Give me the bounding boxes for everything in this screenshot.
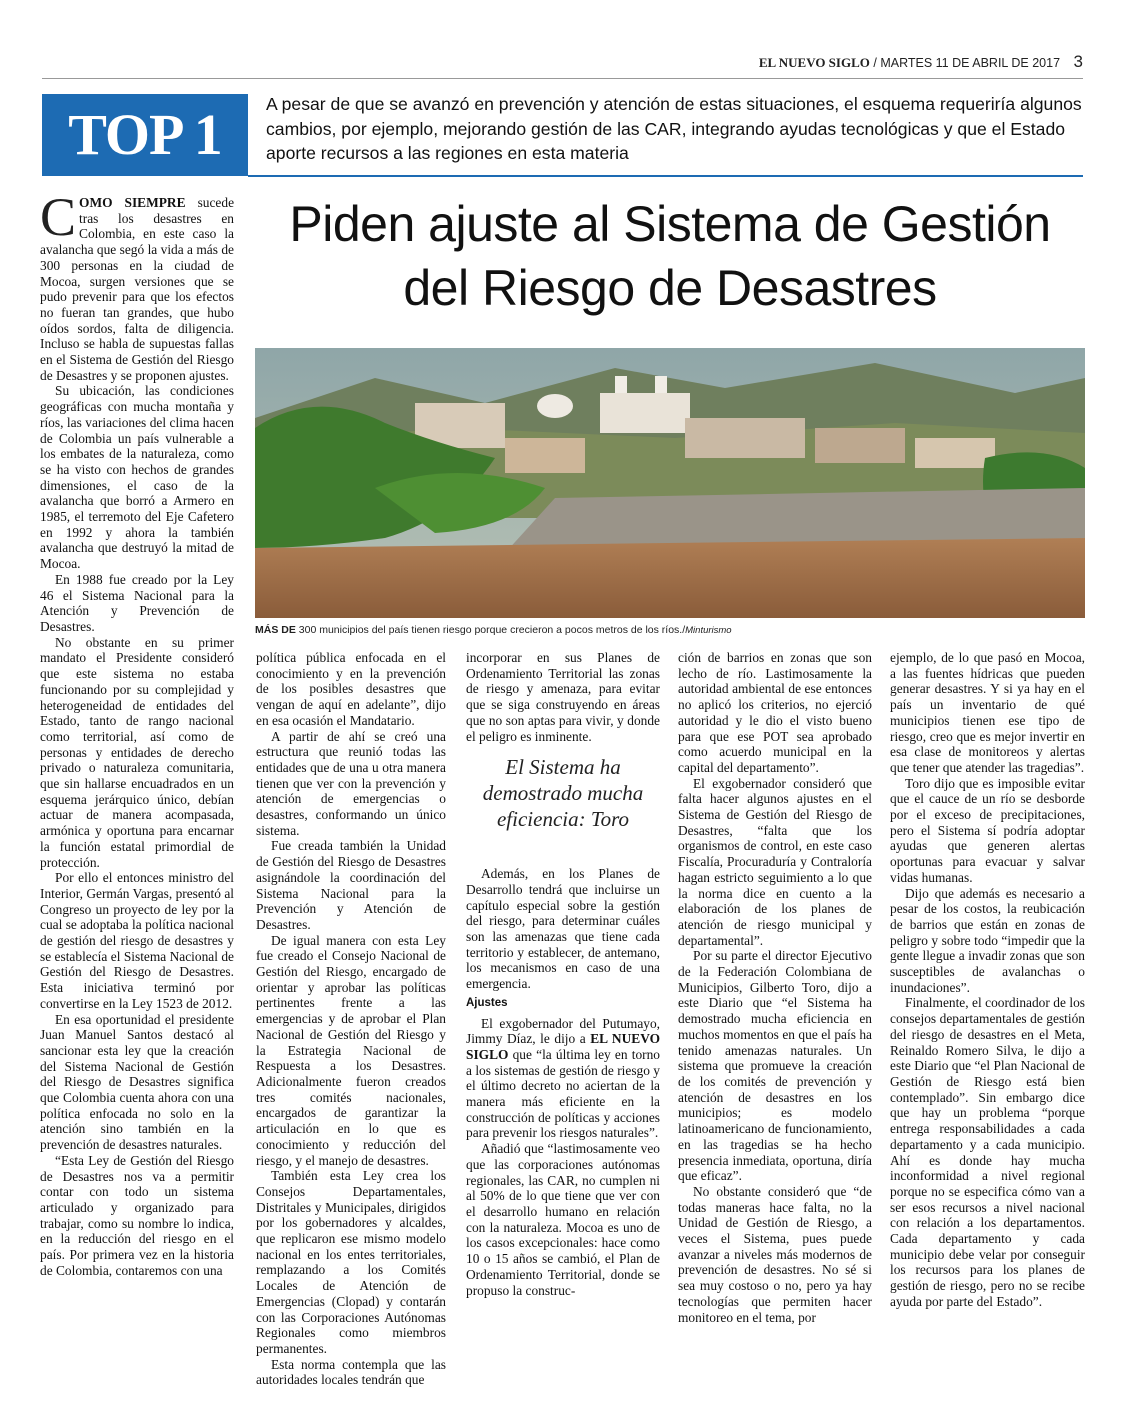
col2-paragraph-5: También esta Ley crea los Consejos Departamentales, Distritales y Municipales, dirigidos por los gobernadores y alcaldes, que replicaron ese mismo modelo nacional en los entes territoriales, remplazando a los Comités Locales de Atención de Emergencias (Clopad) y contarán con las Corporaciones Autónomas Regionales como miembros permanentes.: [256, 1168, 446, 1356]
caption-text: 300 municipios del país tienen riesgo porque crecieron a pocos metros de los ríos./: [295, 624, 686, 636]
col1-lead-bold: OMO SIEMPRE: [79, 195, 186, 210]
caption-bold: MÁS DE: [255, 624, 296, 636]
col3-bold-publication: EL NUEVO SIGLO: [466, 1031, 661, 1062]
col1-paragraph-4: No obstante en su primer mandato el Presidente consideró que este sistema no estaba funcionando por su complejidad y heterogeneidad de entidades del Estado, tanto de rango nacional como territorial, así como de personas y entidades de derecho privado o naturaleza comunitaria, que sin hallarse encuadrados en un esquema jerárquico único, debían actuar de manera acompasada, armónica y oportuna para encarnar la función estatal primordial de protección.: [40, 634, 234, 870]
col3-paragraph-4: Añadió que “lastimosamente veo que las corporaciones autónomas regionales, las CAR, no cumplen ni al 50% de lo que tiene que ver con el desarrollo humano en relación con la naturaleza. Mocoa es uno de los casos excepcionales: hace como 10 o 15 años se cambió, el Plan de Ordenamiento Territorial, donde se propuso la construc-: [466, 1141, 660, 1298]
col5-paragraph-2: Toro dijo que es imposible evitar que el cauce de un río se desborde por el exceso de precipitaciones, pero el Sistema sí podría adoptar ayudas que generen alertas oportunas para evacuar y salvar vidas humanas.: [890, 775, 1085, 885]
col1-lead-text: sucede tras los desastres en Colombia, en este caso la avalancha que segó la vida a más de 300 personas en la ciudad de Mocoa, surgen versiones que se pudo prevenir para que los efectos no fueran tan grandes, que hubo oídos sordos, falta de diligencia. Incluso se habla de supuestas fallas en el Sistema de Gestión del Riesgo de Desastres y se proponen ajustes.: [40, 195, 235, 383]
lead-paragraph: A pesar de que se avanzó en prevención y atención de estas situaciones, el esquema requeriría algunos cambios, por ejemplo, mejorando gestión de las CAR, integrando ayudas tecnológicas y que el Estado aporte recursos a las regiones en esta materia: [266, 94, 1082, 163]
article-title: Piden ajuste al Sistema de Gestión del Riesgo de Desastres: [289, 196, 1051, 316]
page-number: 3: [1073, 52, 1083, 71]
drop-cap: C: [40, 187, 77, 247]
subheading: Ajustes: [466, 996, 508, 1009]
col1-paragraph-1: [40, 187, 235, 383]
col3-paragraph-1: incorporar en sus Planes de Ordenamiento Territorial las zonas de riesgo y amenaza, para evitar que se siga construyendo en áreas que no son aptas para vivir, y donde el peligro es inminente.: [466, 650, 660, 744]
column-2: [256, 650, 446, 1388]
header-date: MARTES 11 DE ABRIL DE 2017: [880, 56, 1061, 70]
col1-paragraph-2: Su ubicación, las condiciones geográficas con mucha montaña y ríos, las variaciones del clima hacen de Colombia un país vulnerable a los embates de la naturaleza, como se ha visto con hechos de grandes dimensiones, el caso de la avalancha que borró a Armero en 1985, el terremoto del Eje Cafetero en 1992 y ahora la también avalancha que destruyó la mitad de Mocoa.: [40, 383, 234, 572]
col5-paragraph-4: Finalmente, el coordinador de los consejos departamentales de gestión del riesgo de desastres en el Meta, Reinaldo Romero Silva, le dijo a este Diario que “el Plan Nacional de Gestión de Riesgo está bien contemplado”. Sin embargo dice que hay un problema “porque entrega responsabilidades a cada departamento y a cada municipio. Ahí es donde hay mucha inconformidad a nivel regional porque no se especifica cómo van a ser esos recursos a nivel nacional con relación a los departamentos. Cada departamento y cada municipio debe velar por conseguir los recursos para los planes de gestión de riesgo, pero no se recibe ayuda por parte del Estado”.: [890, 995, 1085, 1309]
publication-name: EL NUEVO SIGLO: [758, 55, 870, 70]
photo-caption: [255, 624, 732, 636]
col2-paragraph-2: A partir de ahí se creó una estructura que reunió todas las entidades que de una u otra manera tienen que ver con la prevención y atención de emergencias o desastres, conformando un único sistema.: [256, 728, 446, 838]
column-4: [678, 650, 872, 1325]
col3-text-b: que “la última ley en torno a los sistemas de gestión de riesgo y el último decreto no aciertan de la manera más eficiente en la construcción de políticas y acciones para prevenir los riesgos naturales”.: [466, 1046, 660, 1141]
col2-paragraph-6: Esta norma contempla que las autoridades locales tendrán que: [256, 1356, 446, 1388]
caption-credit: Minturismo: [685, 625, 732, 636]
col3-text-a: El exgobernador del Putumayo, Jimmy Díaz, le dijo a: [466, 1015, 660, 1047]
article-photo: [255, 348, 1085, 618]
pull-quote: El Sistema ha demostrado mucha eficiencia: Toro: [482, 755, 644, 832]
section-tag: TOP 1: [42, 94, 248, 176]
col2-paragraph-4: De igual manera con esta Ley fue creado el Consejo Nacional de Gestión del Riesgo, encargado de orientar y aprobar las políticas pertinentes frente a las emergencias y de aprobar el Plan Nacional de Gestión del Riesgo y la Estrategia Nacional de Respuesta a los Desastres. Adicionalmente fueron creados tres comités nacionales, encargados de garantizar la articulación en lo que es conocimiento y reducción del riesgo, y el manejo de desastres.: [256, 932, 446, 1168]
col4-paragraph-1: ción de barrios en zonas que son lecho de río. Lastimosamente la autoridad ambiental de ese entonces no aplicó los criterios, no ejerció autoridad y le dio el visto bueno para que ese POT sea aprobado como acuerdo municipal en la capital del departamento”.: [678, 650, 872, 775]
column-1: [40, 187, 235, 1279]
header-separator: /: [873, 56, 877, 70]
column-3: [466, 650, 660, 1298]
col4-paragraph-3: Por su parte el director Ejecutivo de la Federación Colombiana de Municipios, Gilberto Toro, dijo a este Diario que “el Sistema ha demostrado mucha eficiencia en muchos momentos en que el país ha tenido amenazas naturales. Un sistema que promueve la creación de los comités de prevención y atención de desastres en los municipios; es modelo latinoamericano de funcionamiento, en las tragedias se ha hecho presencia inmediata, oportuna, diría que eficaz”.: [678, 948, 872, 1184]
page-header: [42, 50, 1083, 79]
col3-paragraph-2: Además, en los Planes de Desarrollo tendrá que incluirse un capítulo especial sobre la gestión del riesgo, para determinar cuáles son las amenazas que tiene cada territorio y establecer, de antemano, los mecanismos en caso de una emergencia.: [466, 866, 660, 992]
column-5: [890, 650, 1085, 1310]
col1-paragraph-5: Por ello el entonces ministro del Interior, Germán Vargas, presentó al Congreso un proyecto de ley por la cual se adoptaba la política nacional de gestión del riesgo de desastres y se establecía el Sistema Nacional de Gestión del Riesgo de Desastres. Esta iniciativa terminó por convertirse en la Ley 1523 de 2012.: [40, 870, 234, 1011]
col1-paragraph-7: “Esta Ley de Gestión del Riesgo de Desastres nos va a permitir contar con todo un sistema articulado y organizado para trabajar, como su nombre lo indica, en la reducción del riesgo en el país. Por primera vez en la historia de Colombia, contaremos con una: [40, 1152, 234, 1278]
col5-paragraph-1: ejemplo, de lo que pasó en Mocoa, a las fuentes hídricas que pueden generar desastres. Y si ya hay en el país un inventario de qué municipios tienen ese tipo de riesgo, creo que es mejor invertir en esa clase de monitoreos y alertas que tener que atender las tragedias”.: [890, 650, 1085, 775]
col1-paragraph-3: En 1988 fue creado por la Ley 46 el Sistema Nacional para la Atención y Prevención de Desastres.: [40, 571, 234, 634]
section-divider: [248, 175, 1083, 177]
col1-paragraph-6: En esa oportunidad el presidente Juan Manuel Santos destacó al sancionar esta ley que la creación del Sistema Nacional de Gestión del Riesgo de Desastres significa que Colombia cuenta ahora con una política enfocada no solo en la atención sino también en la prevención de desastres naturales.: [40, 1011, 234, 1153]
col4-paragraph-2: El exgobernador consideró que falta hacer algunos ajustes en el Sistema de Gestión del Riesgo de Desastres, “falta que los organismos de control, en este caso Fiscalía, Procuraduría y Contraloría hagan estricto seguimiento a lo que la norma dice en cuento a la elaboración de los planes de atención de riesgo municipal y departamental”.: [678, 775, 872, 948]
col5-paragraph-3: Dijo que además es necesario a pesar de los costos, la reubicación de barrios que están en zonas de peligro y sobre todo “impedir que la gente llegue a invadir zonas que son susceptibles de avalanchas o inundaciones”.: [890, 885, 1085, 995]
col2-paragraph-1: política pública enfocada en el conocimiento y en la prevención de los posibles desastres que vengan de aquí en adelante”, dijo en esa ocasión el Mandatario.: [256, 650, 446, 728]
col4-paragraph-4: No obstante consideró que “de todas maneras hace falta, no la Unidad de Gestión de Riesgo, a veces el Sistema, pues puede avanzar a niveles más modernos de prevención de desastres. No sé si sea muy costoso o no, pero ya hay tecnologías que permiten hacer monitoreo en el tema, por: [678, 1183, 872, 1325]
col2-paragraph-3: Fue creada también la Unidad de Gestión del Riesgo de Desastres asignándole la coordinación del Sistema Nacional para la Prevención y Atención de Desastres.: [256, 838, 446, 932]
col3-paragraph-3: [466, 1016, 660, 1142]
header-info: [759, 52, 1083, 72]
